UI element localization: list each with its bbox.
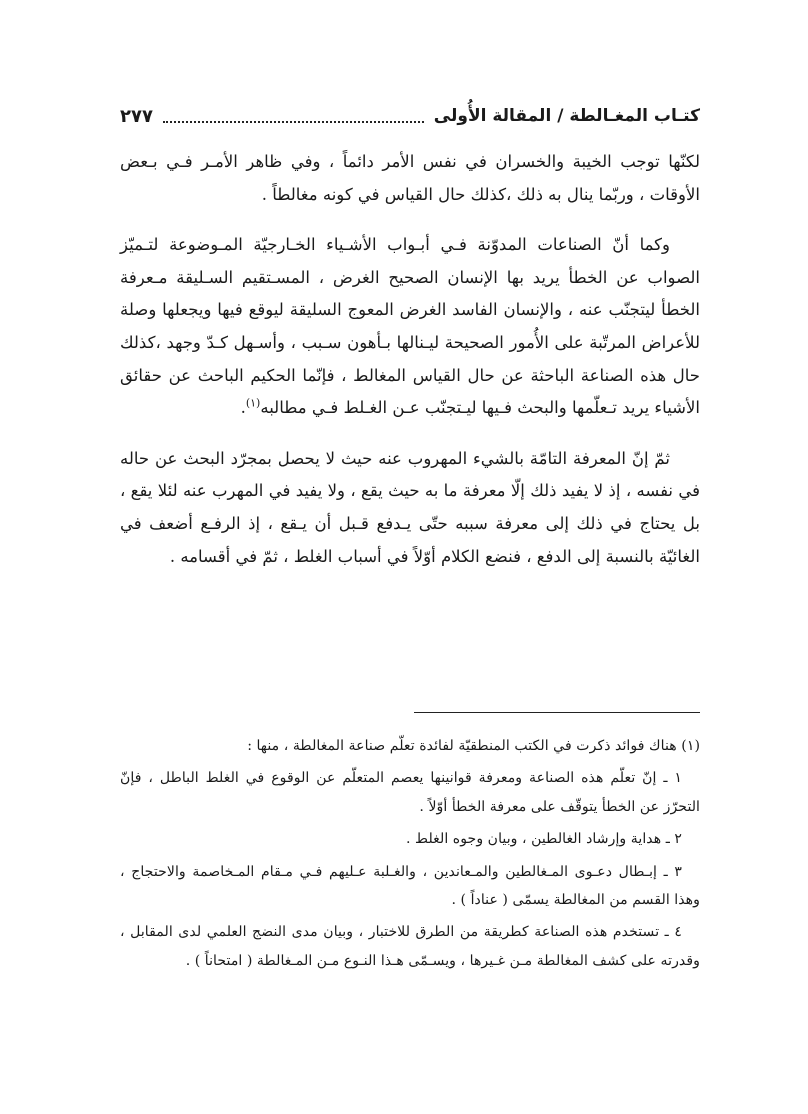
page-header (120, 98, 700, 134)
running-title: كتـاب المغـالطة / المقالة الأُولى (433, 106, 700, 126)
paragraph-3: ثمّ إنّ المعرفة التامّة بالشيء المهروب عنه حيث لا يحصل بمجرّد البحث عن حاله في نفسه ، إذ لا يفيد ذلك إلّا معرفة ما به حيث يقع ، ولا يفيد في المهرب عنه لئلا يقع ، بل يحتاج في ذلك إلى معرفة سببه حتّى يـدفع قـبل أن يـقع ، إذ الرفـع أضعف في الغائيّة بالنسبة إلى الدفع ، فنضع الكلام أوّلاً في أسباب الغلط ، ثمّ في أقسامه . (120, 448, 700, 566)
page-number: ٢٧٧ (120, 105, 153, 127)
dot-leader (163, 121, 424, 123)
footnote-intro: (١) هناك فوائد ذكرت في الكتب المنطقيّة لفائدة تعلّم صناعة المغالطة ، منها : (247, 738, 700, 754)
footnote-item-4: ٤ ـ تستخدم هذه الصناعة كطريقة من الطرق للاختبار ، وبيان مدى النضج العلمي لدى المقابل ، وقدرته على كشف المغالطة مـن غـيرها ، ويسـمّى هـذا النـوع مـن المـغالطة ( امتحاناً ) . (120, 924, 700, 969)
footnotes (120, 732, 700, 979)
footnote-reference: (١) (245, 396, 261, 410)
footnote-separator (414, 712, 700, 713)
paragraph-1: لكنّها توجب الخيبة والخسران في نفس الأمر دائماً ، وفي ظاهر الأمـر فـي بـعض الأوقات ، وربّما ينال به ذلك ،كذلك حال القياس في كونه مغالطاً . (120, 152, 700, 204)
paragraph-2-text: وكما أنّ الصناعات المدوّنة فـي أبـواب الأشـياء الخـارجيّة المـوضوعة لتـميّز الصواب عن الخطأ يريد بها الإنسان الصحيح الغرض ، المسـتقيم السـليقة مـعرفة الخطأ ليتجنّب عنه ، والإنسان الفاسد الغرض المعوج السليقة ليوقع فيها ويجعلها وصلة للأعراض المرتّبة على الأُمور الصحيحة ليـنالها بـأهون سـبب ، وأسـهل كـدّ وجهد ،كذلك حال هذه الصناعة الباحثة عن حال القياس المغالط ، فإنّما الحكيم الباحث عن حقائق الأشياء يريد تـعلّمها والبحث فـيها ليـتجنّب عـن الغـلط فـي مطالبه (120, 235, 700, 418)
paragraph-2 (120, 229, 700, 425)
footnote-item-3: ٣ ـ إبـطال دعـوى المـغالطين والمـعاندين ، والغـلبة عـليهم فـي مـقام المـخاصمة والاحتجاج ، وهذا القسم من المغالطة يسمّى ( عناداً ) . (120, 863, 700, 909)
main-text (120, 146, 700, 591)
paragraph-2-end: . (240, 398, 246, 418)
footnote-item-2: ٢ ـ هداية وإرشاد الغالطين ، وبيان وجوه الغلط . (405, 831, 682, 848)
footnote-item-1: ١ ـ إنّ تعلّم هذه الصناعة ومعرفة قوانينها يعصم المتعلّم عن الوقوع في الغلط الباطل ، فإنّ التحرّز عن الخطأ يتوقّف على معرفة الخطأ أوّلاً . (120, 770, 700, 815)
